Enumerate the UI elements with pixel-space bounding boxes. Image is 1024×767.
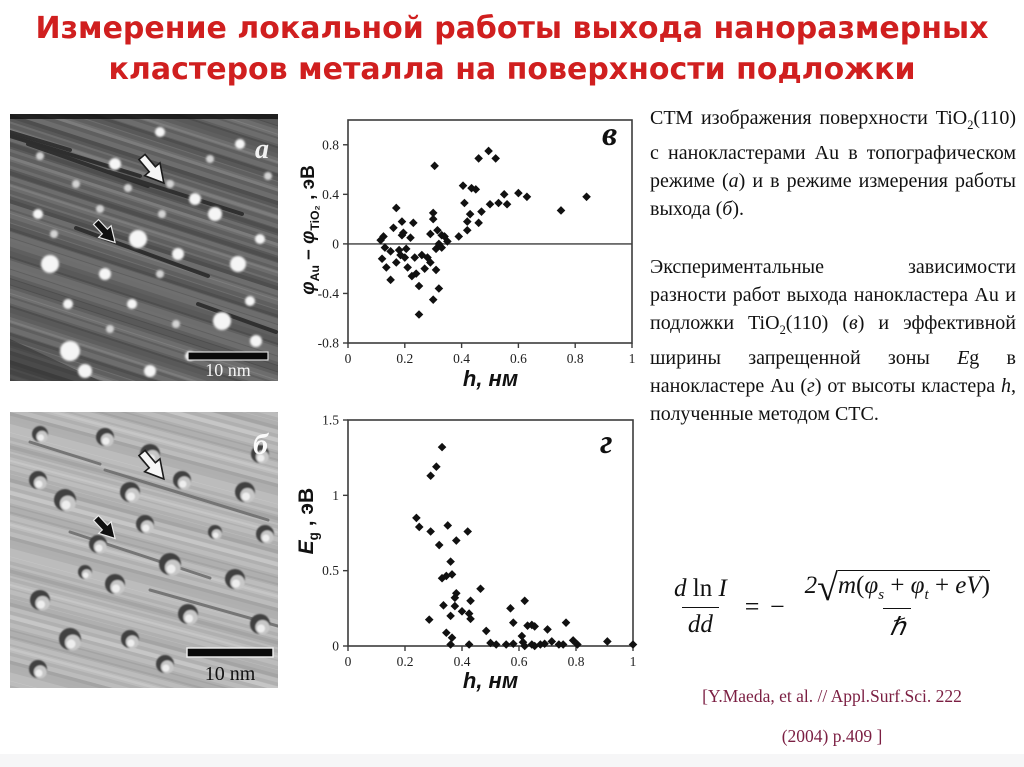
page-title xyxy=(0,8,1024,90)
data-point xyxy=(500,190,509,199)
data-point xyxy=(486,200,495,209)
x-tick-label: 0.8 xyxy=(566,351,584,366)
data-point xyxy=(426,527,435,536)
formula xyxy=(640,567,1024,642)
data-point xyxy=(520,597,529,606)
data-point xyxy=(392,258,401,267)
data-point xyxy=(474,154,483,163)
caption-dependencies: Экспериментальные зависимости разности работ выхода нанокластера Au и подложки TiO$_2$(110) (в) и эффективной ширины запрещенной зоны Eg в нанокластере Au (г) от высоты кластера h, полученные методом СТС. xyxy=(650,256,1016,425)
data-point xyxy=(415,282,424,291)
data-point xyxy=(439,601,448,610)
data-point xyxy=(435,541,444,550)
data-point xyxy=(484,147,493,156)
data-point xyxy=(454,232,463,241)
x-tick-label: 0.8 xyxy=(567,654,585,669)
data-point xyxy=(402,245,411,254)
formula-lhs-denominator: dd xyxy=(682,607,719,639)
scatter-plot-v-canvas xyxy=(300,108,640,398)
data-point xyxy=(459,181,468,190)
stm-image-a-canvas xyxy=(10,114,278,381)
y-tick-label: 1.5 xyxy=(322,412,339,428)
x-tick-label: 1 xyxy=(629,654,637,669)
data-point xyxy=(435,284,444,293)
data-point xyxy=(415,523,424,532)
y-tick-label: 0 xyxy=(332,236,339,252)
panel-letter-g: г xyxy=(600,424,613,461)
citation-line2: (2004) p.409 ] xyxy=(781,726,883,746)
stm-image-b xyxy=(10,412,278,688)
data-point xyxy=(629,640,638,649)
data-point xyxy=(463,226,472,235)
scatter-plot-g xyxy=(294,400,640,702)
formula-relation: = − xyxy=(744,592,787,621)
data-point xyxy=(382,263,391,272)
citation-line1: [Y.Maeda, et al. // Appl.Surf.Sci. 222 xyxy=(702,686,962,706)
y-tick-label: 0.5 xyxy=(322,563,339,579)
data-point xyxy=(465,640,474,649)
caption-stm-images: СТМ изображения поверхности TiO$_2$(110) с нанокластерами Au в топографическом режиме (а) и в режиме измерения работы выхода (б). xyxy=(650,107,1016,220)
scale-bar-label: 10 nm xyxy=(204,663,256,685)
x-tick-label: 0 xyxy=(344,654,352,669)
data-point xyxy=(506,604,515,613)
data-point xyxy=(426,471,435,480)
x-tick-label: 0.2 xyxy=(396,351,414,366)
data-point xyxy=(518,632,527,641)
data-point xyxy=(502,640,511,649)
panel-label-a: a xyxy=(255,134,269,165)
data-point xyxy=(426,230,435,239)
y-tick-label: 1 xyxy=(332,487,339,503)
y-tick-label: -0.4 xyxy=(317,285,339,301)
panel-letter-v: в xyxy=(602,116,618,153)
data-point xyxy=(452,536,461,545)
data-point xyxy=(398,217,407,226)
data-point xyxy=(466,597,475,606)
y-axis-label: $E_g$ , эВ xyxy=(294,487,322,555)
formula-rhs-denominator: ℏ xyxy=(883,608,911,642)
data-point xyxy=(482,627,491,636)
y-tick-label: 0.8 xyxy=(322,137,339,153)
data-point xyxy=(406,233,415,242)
formula-lhs xyxy=(668,575,733,639)
scatter-plot-g-canvas xyxy=(300,400,640,702)
data-point xyxy=(442,628,451,637)
data-point xyxy=(514,189,523,198)
data-point xyxy=(603,637,612,646)
x-tick-label: 0.6 xyxy=(510,654,528,669)
x-axis-label: h, нм xyxy=(462,668,519,693)
data-point xyxy=(582,193,591,202)
x-axis-label: h, нм xyxy=(462,366,519,391)
data-point xyxy=(432,462,441,471)
data-point xyxy=(438,443,447,452)
data-point xyxy=(410,253,419,262)
x-tick-label: 0.6 xyxy=(509,351,527,366)
data-point xyxy=(420,264,429,273)
data-point xyxy=(432,266,441,275)
data-point xyxy=(458,607,467,616)
data-point xyxy=(463,527,472,536)
data-point xyxy=(430,162,439,171)
x-tick-label: 1 xyxy=(628,351,636,366)
page-title-line1: Измерение локальной работы выхода наноразмерных xyxy=(35,11,989,46)
scale-bar xyxy=(188,352,268,360)
data-point xyxy=(543,625,552,634)
data-point xyxy=(509,618,518,627)
data-point xyxy=(392,204,401,213)
data-point xyxy=(463,217,472,226)
x-tick-label: 0.4 xyxy=(453,654,471,669)
data-point xyxy=(446,557,455,566)
plot-frame xyxy=(348,420,633,646)
data-point xyxy=(409,219,418,228)
data-point xyxy=(386,276,395,285)
data-point xyxy=(451,602,460,611)
data-point xyxy=(415,310,424,319)
x-tick-label: 0.2 xyxy=(396,654,414,669)
data-point xyxy=(378,254,387,263)
data-point xyxy=(474,219,483,228)
stm-image-b-canvas xyxy=(10,412,278,688)
data-point xyxy=(412,514,421,523)
citation xyxy=(640,676,1024,756)
data-point xyxy=(403,263,412,272)
y-tick-label: -0.8 xyxy=(317,335,339,351)
panel-label-b: б xyxy=(253,428,268,461)
data-point xyxy=(557,206,566,215)
formula-lhs-numerator: d ln I xyxy=(674,575,727,602)
y-axis-label: $\varphi_{Au} - \varphi_{TiO_2}$ , эВ xyxy=(298,165,322,295)
data-point xyxy=(477,207,486,216)
caption-column xyxy=(650,104,1016,458)
data-point xyxy=(494,199,503,208)
data-point xyxy=(425,615,434,624)
data-point xyxy=(389,223,398,232)
scale-bar xyxy=(187,648,273,657)
x-tick-label: 0.4 xyxy=(453,351,471,366)
data-point xyxy=(460,199,469,208)
x-tick-label: 0 xyxy=(344,351,352,366)
data-point xyxy=(448,633,457,642)
scale-bar-label: 10 nm xyxy=(205,360,251,380)
y-tick-label: 0.4 xyxy=(322,186,339,202)
data-point xyxy=(429,215,438,224)
data-point xyxy=(429,295,438,304)
page-title-line2: кластеров металла на поверхности подложки xyxy=(108,52,916,87)
data-point xyxy=(562,618,571,627)
data-point xyxy=(476,584,485,593)
data-point xyxy=(503,200,512,209)
data-point xyxy=(466,210,475,219)
stm-image-a xyxy=(10,114,278,381)
data-point xyxy=(491,154,500,163)
data-point xyxy=(523,193,532,202)
sqrt-icon: √ xyxy=(817,567,838,609)
formula-rhs-numerator: $2√m(\varphi_s + \varphi_t + eV)$ xyxy=(804,567,990,609)
data-point xyxy=(446,612,455,621)
bottom-strip xyxy=(0,754,1024,767)
formula-rhs xyxy=(799,567,996,642)
data-point xyxy=(443,521,452,530)
y-tick-label: 0 xyxy=(332,638,339,654)
data-point xyxy=(446,640,455,649)
scatter-plot-v xyxy=(300,108,640,398)
